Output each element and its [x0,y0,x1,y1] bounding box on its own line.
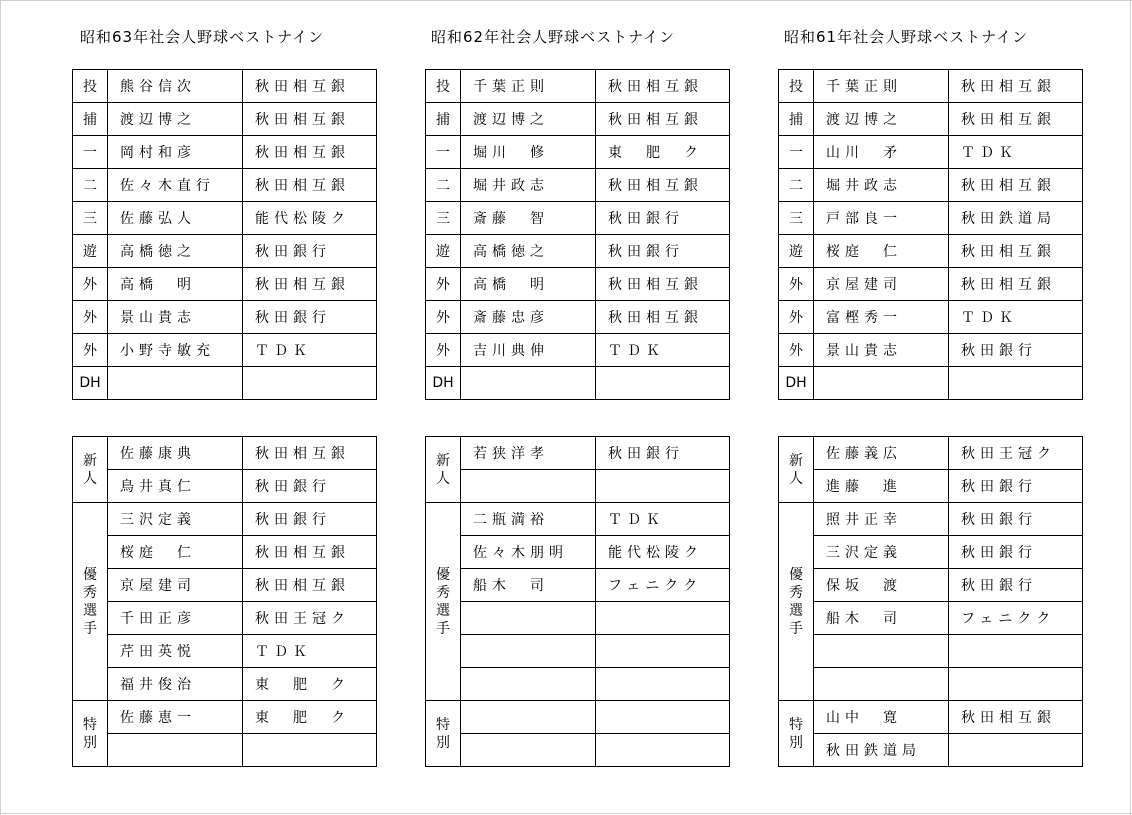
special-award-label-cell [73,701,108,767]
position-cell[interactable]: 三 [73,202,108,235]
player-name-cell[interactable]: 照井正幸 [814,503,949,536]
team-name-cell[interactable]: 秋田相互銀 [243,536,377,569]
team-name-cell[interactable] [596,734,730,767]
player-name-cell[interactable]: 芹田英悦 [108,635,243,668]
player-name-cell[interactable]: 秋田鉄道局 [814,734,949,767]
excellent-player-label: 優秀選手 [789,566,803,637]
team-name-cell[interactable]: ＴＤＫ [949,136,1083,169]
player-name-cell[interactable]: 吉川典伸 [461,334,596,367]
team-name-cell[interactable]: 秋田銀行 [949,470,1083,503]
team-name-cell[interactable]: 秋田相互銀 [596,103,730,136]
team-name-cell[interactable]: 秋田銀行 [596,202,730,235]
lineup-row [426,103,730,136]
player-name-cell[interactable]: 渡辺博之 [814,103,949,136]
player-name-cell[interactable]: 富樫秀一 [814,301,949,334]
awards-table [778,436,1083,767]
player-name-cell[interactable]: 三沢定義 [814,536,949,569]
lineup-row [426,70,730,103]
lineup-row [73,268,377,301]
player-name-cell[interactable]: 京屋建司 [814,268,949,301]
rookie-award-label-cell [73,437,108,503]
player-name-cell[interactable]: 景山貴志 [108,301,243,334]
column-title: 昭和62年社会人野球ベストナイン [431,28,676,46]
position-cell[interactable]: 外 [73,334,108,367]
position-cell[interactable]: 三 [426,202,461,235]
player-name-cell[interactable]: 佐藤弘人 [108,202,243,235]
team-name-cell[interactable]: 秋田相互銀 [243,169,377,202]
team-name-cell[interactable]: ＴＤＫ [596,503,730,536]
team-name-cell[interactable]: 秋田相互銀 [596,169,730,202]
position-cell[interactable]: 遊 [779,235,814,268]
player-name-cell[interactable]: 熊谷信次 [108,70,243,103]
position-cell[interactable]: 投 [73,70,108,103]
player-name-cell[interactable]: 千葉正則 [461,70,596,103]
lineup-row [426,136,730,169]
lineup-row [426,367,730,400]
special-award-label-cell [779,701,814,767]
position-cell[interactable]: 外 [73,268,108,301]
player-name-cell[interactable]: 高橋徳之 [108,235,243,268]
rookie-row [779,437,1083,470]
position-cell[interactable]: 外 [426,301,461,334]
lineup-row [779,169,1083,202]
lineup-row [779,235,1083,268]
lineup-row [73,301,377,334]
team-name-cell[interactable]: 秋田王冠ク [949,437,1083,470]
team-name-cell[interactable] [243,734,377,767]
lineup-table [778,69,1083,400]
team-name-cell[interactable]: 秋田鉄道局 [949,202,1083,235]
team-name-cell[interactable] [949,734,1083,767]
player-name-cell[interactable]: 小野寺敏充 [108,334,243,367]
player-name-cell[interactable]: 千葉正則 [814,70,949,103]
position-cell[interactable]: 捕 [779,103,814,136]
player-name-cell[interactable]: 千田正彦 [108,602,243,635]
team-name-cell[interactable]: 能代松陵ク [243,202,377,235]
excellent-row [426,668,730,701]
excellent-row [73,668,377,701]
position-cell[interactable]: 捕 [73,103,108,136]
special-row [73,734,377,767]
lineup-row [426,301,730,334]
player-name-cell[interactable] [461,701,596,734]
team-name-cell[interactable] [596,470,730,503]
lineup-row [779,334,1083,367]
team-name-cell[interactable]: 秋田相互銀 [949,103,1083,136]
team-name-cell[interactable] [949,367,1083,400]
lineup-row [779,70,1083,103]
team-name-cell[interactable]: 秋田銀行 [949,569,1083,602]
lineup-row [779,301,1083,334]
player-name-cell[interactable]: 佐々木朋明 [461,536,596,569]
rookie-award-label-cell [779,437,814,503]
lineup-row [779,202,1083,235]
team-name-cell[interactable] [596,701,730,734]
team-name-cell[interactable]: 能代松陵ク [596,536,730,569]
special-row [779,701,1083,734]
team-name-cell[interactable]: ＴＤＫ [949,301,1083,334]
rookie-row [426,470,730,503]
excellent-player-label-cell [779,503,814,701]
team-name-cell[interactable]: 秋田相互銀 [949,169,1083,202]
player-name-cell[interactable]: 景山貴志 [814,334,949,367]
lineup-row [426,334,730,367]
excellent-row [779,503,1083,536]
player-name-cell[interactable]: 船木 司 [814,602,949,635]
player-name-cell[interactable] [108,367,243,400]
rookie-row [73,437,377,470]
player-name-cell[interactable]: 斎藤 智 [461,202,596,235]
position-cell[interactable]: 二 [426,169,461,202]
position-cell[interactable]: DH [779,367,814,400]
player-name-cell[interactable]: 佐々木直行 [108,169,243,202]
position-cell[interactable]: DH [426,367,461,400]
rookie-award-label: 新人 [83,452,97,487]
team-name-cell[interactable]: 秋田銀行 [949,334,1083,367]
player-name-cell[interactable]: 京屋建司 [108,569,243,602]
player-name-cell[interactable] [461,602,596,635]
position-cell[interactable]: DH [73,367,108,400]
rookie-row [73,470,377,503]
player-name-cell[interactable]: 高橋 明 [461,268,596,301]
player-name-cell[interactable]: 堀川 修 [461,136,596,169]
team-name-cell[interactable]: 秋田相互銀 [243,569,377,602]
team-name-cell[interactable]: 秋田銀行 [243,235,377,268]
position-cell[interactable]: 遊 [73,235,108,268]
team-name-cell[interactable] [243,367,377,400]
team-name-cell[interactable]: 秋田相互銀 [243,268,377,301]
lineup-row [779,268,1083,301]
position-cell[interactable]: 外 [779,334,814,367]
awards-table [72,436,377,767]
column-title: 昭和61年社会人野球ベストナイン [784,28,1029,46]
special-row [73,701,377,734]
team-name-cell[interactable] [596,602,730,635]
position-cell[interactable]: 外 [426,268,461,301]
team-name-cell[interactable]: 秋田相互銀 [596,70,730,103]
team-name-cell[interactable] [596,367,730,400]
rookie-award-label: 新人 [436,452,450,487]
excellent-row [779,536,1083,569]
player-name-cell[interactable]: 渡辺博之 [108,103,243,136]
player-name-cell[interactable]: 桜庭 仁 [108,536,243,569]
excellent-row [426,602,730,635]
team-name-cell[interactable] [949,635,1083,668]
team-name-cell[interactable]: 秋田相互銀 [243,136,377,169]
player-name-cell[interactable] [814,668,949,701]
player-name-cell[interactable] [461,635,596,668]
special-row [779,734,1083,767]
special-award-label-cell [426,701,461,767]
player-name-cell[interactable]: 堀井政志 [461,169,596,202]
window-border-bottom [0,813,1132,814]
excellent-row [73,569,377,602]
excellent-row [426,536,730,569]
team-name-cell[interactable]: 秋田相互銀 [949,268,1083,301]
team-name-cell[interactable]: 秋田相互銀 [243,103,377,136]
lineup-row [426,202,730,235]
player-name-cell[interactable]: 岡村和彦 [108,136,243,169]
lineup-row [73,70,377,103]
player-name-cell[interactable]: 進藤 進 [814,470,949,503]
team-name-cell[interactable]: ＴＤＫ [243,334,377,367]
position-cell[interactable]: 外 [779,268,814,301]
team-name-cell[interactable]: フェニクク [949,602,1083,635]
excellent-row [779,602,1083,635]
team-name-cell[interactable]: 秋田銀行 [949,536,1083,569]
awards-table [425,436,730,767]
position-cell[interactable]: 外 [73,301,108,334]
excellent-row [73,602,377,635]
player-name-cell[interactable]: 福井俊治 [108,668,243,701]
player-name-cell[interactable]: 佐藤康典 [108,437,243,470]
lineup-row [73,169,377,202]
player-name-cell[interactable]: 渡辺博之 [461,103,596,136]
team-name-cell[interactable]: 秋田銀行 [949,503,1083,536]
player-name-cell[interactable] [814,635,949,668]
position-cell[interactable]: 二 [779,169,814,202]
lineup-row [73,367,377,400]
team-name-cell[interactable]: 秋田相互銀 [949,701,1083,734]
excellent-player-label: 優秀選手 [83,566,97,637]
player-name-cell[interactable]: 斎藤忠彦 [461,301,596,334]
lineup-row [73,136,377,169]
player-name-cell[interactable]: 船木 司 [461,569,596,602]
team-name-cell[interactable]: フェニクク [596,569,730,602]
player-name-cell[interactable]: 山川 矛 [814,136,949,169]
lineup-row [779,367,1083,400]
special-award-label: 特別 [83,716,97,751]
position-cell[interactable]: 外 [779,301,814,334]
rookie-award-label: 新人 [789,452,803,487]
team-name-cell[interactable] [596,668,730,701]
team-name-cell[interactable]: 秋田相互銀 [243,437,377,470]
team-name-cell[interactable]: 東 肥 ク [596,136,730,169]
rookie-row [426,437,730,470]
excellent-player-label: 優秀選手 [436,566,450,637]
player-name-cell[interactable]: 堀井政志 [814,169,949,202]
excellent-row [779,668,1083,701]
player-name-cell[interactable]: 山中 寛 [814,701,949,734]
team-name-cell[interactable]: 秋田相互銀 [949,235,1083,268]
team-name-cell[interactable]: 秋田相互銀 [596,301,730,334]
excellent-row [426,569,730,602]
position-cell[interactable]: 捕 [426,103,461,136]
team-name-cell[interactable] [596,635,730,668]
player-name-cell[interactable]: 若狭洋孝 [461,437,596,470]
team-name-cell[interactable]: 秋田相互銀 [243,70,377,103]
team-name-cell[interactable]: 秋田相互銀 [596,268,730,301]
player-name-cell[interactable]: 高橋徳之 [461,235,596,268]
position-cell[interactable]: 二 [73,169,108,202]
excellent-row [779,635,1083,668]
excellent-row [426,635,730,668]
player-name-cell[interactable]: 佐藤義広 [814,437,949,470]
player-name-cell[interactable]: 佐藤恵一 [108,701,243,734]
window-border-left [0,0,1,815]
player-name-cell[interactable] [461,668,596,701]
lineup-row [73,235,377,268]
window-border-top [0,0,1132,1]
excellent-row [779,569,1083,602]
position-cell[interactable]: 投 [779,70,814,103]
player-name-cell[interactable] [461,470,596,503]
player-name-cell[interactable]: 鳥井真仁 [108,470,243,503]
team-name-cell[interactable]: 秋田王冠ク [243,602,377,635]
player-name-cell[interactable]: 戸部良一 [814,202,949,235]
lineup-table [72,69,377,400]
window-border-right [1130,0,1131,815]
lineup-row [73,103,377,136]
rookie-row [779,470,1083,503]
excellent-row [426,503,730,536]
excellent-row [73,635,377,668]
excellent-player-label-cell [426,503,461,701]
position-cell[interactable]: 投 [426,70,461,103]
team-name-cell[interactable]: 秋田銀行 [243,470,377,503]
position-cell[interactable]: 外 [426,334,461,367]
lineup-row [426,268,730,301]
team-name-cell[interactable]: ＴＤＫ [596,334,730,367]
team-name-cell[interactable]: 秋田相互銀 [949,70,1083,103]
rookie-award-label-cell [426,437,461,503]
team-name-cell[interactable]: 東 肥 ク [243,701,377,734]
team-name-cell[interactable]: 東 肥 ク [243,668,377,701]
team-name-cell[interactable]: 秋田銀行 [243,503,377,536]
lineup-row [779,136,1083,169]
player-name-cell[interactable]: 保坂 渡 [814,569,949,602]
team-name-cell[interactable] [949,668,1083,701]
lineup-row [779,103,1083,136]
position-cell[interactable]: 一 [426,136,461,169]
team-name-cell[interactable]: ＴＤＫ [243,635,377,668]
player-name-cell[interactable]: 三沢定義 [108,503,243,536]
position-cell[interactable]: 一 [73,136,108,169]
team-name-cell[interactable]: 秋田銀行 [243,301,377,334]
player-name-cell[interactable]: 高橋 明 [108,268,243,301]
player-name-cell[interactable] [461,734,596,767]
player-name-cell[interactable] [461,367,596,400]
special-award-label: 特別 [789,716,803,751]
team-name-cell[interactable]: 秋田銀行 [596,235,730,268]
excellent-row [73,503,377,536]
player-name-cell[interactable]: 桜庭 仁 [814,235,949,268]
special-award-label: 特別 [436,716,450,751]
excellent-row [73,536,377,569]
team-name-cell[interactable]: 秋田銀行 [596,437,730,470]
lineup-row [426,169,730,202]
column-title: 昭和63年社会人野球ベストナイン [80,28,325,46]
position-cell[interactable]: 一 [779,136,814,169]
player-name-cell[interactable]: 二瓶満裕 [461,503,596,536]
excellent-player-label-cell [73,503,108,701]
lineup-table [425,69,730,400]
player-name-cell[interactable] [814,367,949,400]
lineup-row [73,334,377,367]
lineup-row [73,202,377,235]
special-row [426,734,730,767]
player-name-cell[interactable] [108,734,243,767]
position-cell[interactable]: 遊 [426,235,461,268]
special-row [426,701,730,734]
lineup-row [426,235,730,268]
position-cell[interactable]: 三 [779,202,814,235]
